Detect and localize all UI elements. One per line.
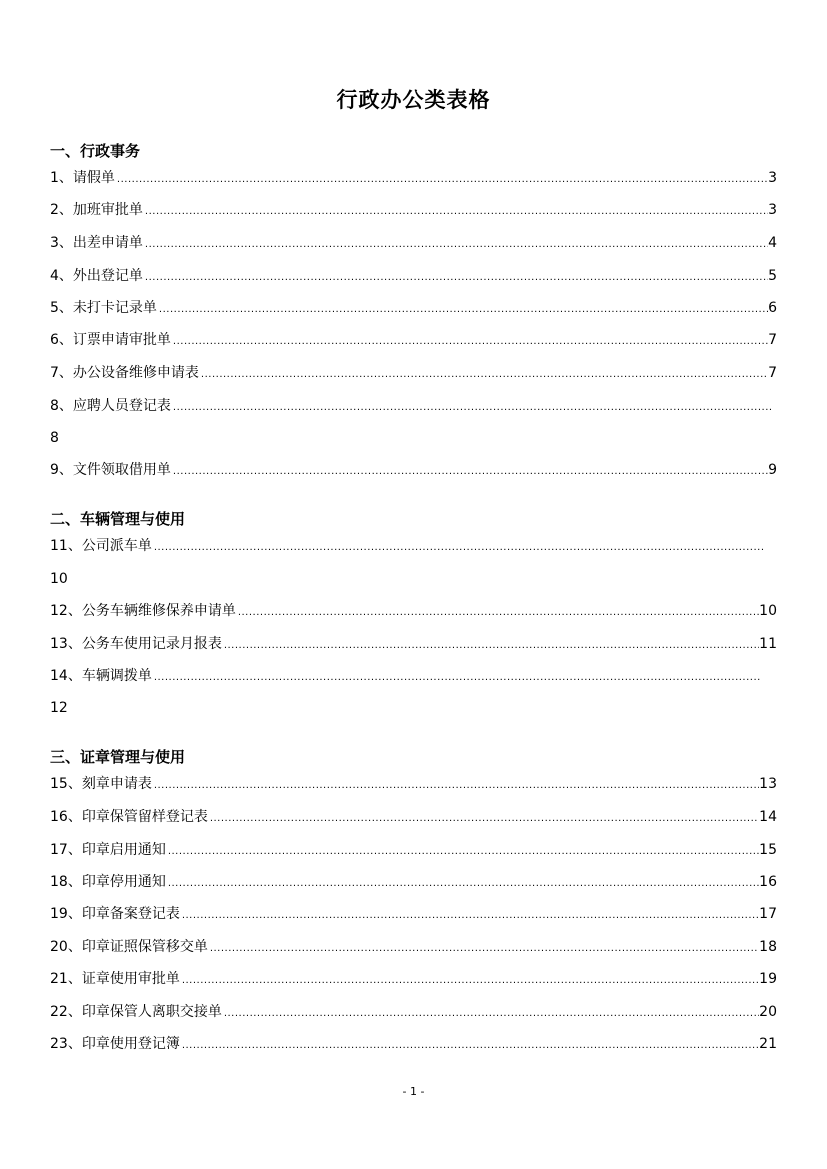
toc-entry-seal-filing[interactable] — [50, 904, 777, 924]
toc-entry-seal-activation[interactable] — [50, 840, 777, 860]
toc-entry-page: 18 — [759, 939, 777, 955]
toc-entry-page: 15 — [759, 842, 777, 858]
toc-entry-number: 14、 — [50, 668, 82, 684]
toc-entry-page: 10 — [759, 603, 777, 619]
toc-entry-page: 8 — [50, 430, 59, 446]
page-title: 行政办公类表格 — [336, 88, 491, 112]
section-heading-administration: 一、行政事务 — [50, 142, 141, 160]
toc-entry-seal-engraving[interactable] — [50, 774, 777, 794]
dot-leader — [173, 332, 768, 352]
toc-entry-label: 公务车辆维修保养申请单 — [81, 603, 236, 619]
toc-entry-number: 15、 — [50, 776, 82, 792]
toc-entry-page: 20 — [759, 1004, 777, 1020]
toc-entry-label: 未打卡记录单 — [72, 300, 157, 316]
toc-entry-label: 印章保管人离职交接单 — [81, 1004, 222, 1020]
toc-entry-label: 加班审批单 — [72, 202, 143, 218]
toc-entry-label: 外出登记单 — [72, 268, 143, 284]
toc-entry-page: 11 — [759, 636, 777, 652]
toc-entry-overtime-approval[interactable] — [50, 200, 777, 220]
dot-leader — [224, 636, 759, 656]
toc-entry-number: 9、 — [50, 462, 73, 478]
toc-entry-page: 7 — [768, 365, 777, 381]
toc-entry-label: 刻章申请表 — [81, 776, 152, 792]
toc-entry-seal-use-log[interactable] — [50, 1034, 777, 1054]
toc-entry-label: 办公设备维修申请表 — [72, 365, 199, 381]
toc-entry-page: 14 — [759, 809, 777, 825]
toc-entry-business-trip[interactable] — [50, 233, 777, 253]
page-number: - 1 - — [402, 1085, 425, 1098]
toc-entry-leave-form[interactable] — [50, 168, 777, 188]
toc-entry-number: 20、 — [50, 939, 82, 955]
dot-leader — [145, 268, 768, 288]
toc-entry-car-dispatch[interactable] — [50, 536, 765, 556]
toc-entry-number: 7、 — [50, 365, 73, 381]
toc-entry-page: 3 — [768, 170, 777, 186]
toc-entry-seal-deactivation[interactable] — [50, 872, 777, 892]
dot-leader — [224, 1004, 759, 1024]
dot-leader — [210, 809, 759, 829]
toc-entry-label: 印章启用通知 — [81, 842, 166, 858]
dot-leader — [145, 235, 768, 255]
toc-entry-label: 出差申请单 — [72, 235, 143, 251]
dot-leader — [168, 842, 759, 862]
toc-entry-page: 3 — [768, 202, 777, 218]
toc-entry-seal-use-approval[interactable] — [50, 969, 777, 989]
dot-leader — [182, 971, 759, 991]
toc-entry-seal-sample-register[interactable] — [50, 807, 777, 827]
toc-entry-number: 8、 — [50, 398, 73, 414]
toc-entry-number: 17、 — [50, 842, 82, 858]
toc-entry-vehicle-maintenance[interactable] — [50, 601, 777, 621]
toc-entry-page: 21 — [759, 1036, 777, 1052]
toc-entry-vehicle-transfer[interactable] — [50, 666, 761, 686]
toc-entry-page: 5 — [768, 268, 777, 284]
toc-entry-label: 车辆调拨单 — [81, 668, 152, 684]
toc-entry-document-borrowing[interactable] — [50, 460, 777, 480]
toc-entry-label: 印章证照保管移交单 — [81, 939, 208, 955]
toc-entry-applicant-register[interactable] — [50, 396, 773, 416]
dot-leader — [159, 300, 768, 320]
toc-entry-missed-punch[interactable] — [50, 298, 777, 318]
toc-entry-page: 13 — [759, 776, 777, 792]
toc-entry-number: 1、 — [50, 170, 73, 186]
toc-entry-page: 10 — [50, 571, 68, 587]
toc-entry-seal-handover[interactable] — [50, 937, 777, 957]
toc-entry-vehicle-monthly-report[interactable] — [50, 634, 777, 654]
dot-leader — [117, 170, 768, 190]
dot-leader — [210, 939, 759, 959]
toc-entry-page: 4 — [768, 235, 777, 251]
toc-entry-number: 4、 — [50, 268, 73, 284]
toc-entry-label: 应聘人员登记表 — [72, 398, 171, 414]
dot-leader — [173, 462, 768, 482]
toc-entry-number: 21、 — [50, 971, 82, 987]
toc-entry-label: 印章保管留样登记表 — [81, 809, 208, 825]
toc-entry-label: 公司派车单 — [81, 538, 152, 554]
toc-entry-number: 2、 — [50, 202, 73, 218]
dot-leader — [154, 668, 761, 688]
toc-entry-label: 请假单 — [72, 170, 115, 186]
dot-leader — [154, 776, 759, 796]
toc-entry-number: 16、 — [50, 809, 82, 825]
toc-entry-page: 12 — [50, 700, 68, 716]
toc-entry-number: 6、 — [50, 332, 73, 348]
toc-entry-number: 18、 — [50, 874, 82, 890]
section-heading-seals: 三、证章管理与使用 — [50, 748, 186, 766]
toc-entry-page: 16 — [759, 874, 777, 890]
toc-entry-label: 印章备案登记表 — [81, 906, 180, 922]
toc-entry-page: 17 — [759, 906, 777, 922]
toc-entry-number: 5、 — [50, 300, 73, 316]
toc-entry-page: 19 — [759, 971, 777, 987]
toc-entry-page: 9 — [768, 462, 777, 478]
toc-entry-label: 证章使用审批单 — [81, 971, 180, 987]
toc-entry-seal-keeper-resignation[interactable] — [50, 1002, 777, 1022]
toc-entry-number: 19、 — [50, 906, 82, 922]
toc-entry-number: 13、 — [50, 636, 82, 652]
toc-entry-label: 印章停用通知 — [81, 874, 166, 890]
toc-entry-label: 文件领取借用单 — [72, 462, 171, 478]
toc-entry-outing-register[interactable] — [50, 266, 777, 286]
section-heading-vehicles: 二、车辆管理与使用 — [50, 510, 186, 528]
toc-entry-page: 6 — [768, 300, 777, 316]
toc-entry-number: 11、 — [50, 538, 82, 554]
toc-entry-number: 3、 — [50, 235, 73, 251]
toc-entry-number: 23、 — [50, 1036, 82, 1052]
dot-leader — [201, 365, 768, 385]
dot-leader — [168, 874, 759, 894]
dot-leader — [182, 906, 759, 926]
dot-leader — [182, 1036, 759, 1056]
toc-entry-page: 7 — [768, 332, 777, 348]
toc-entry-equipment-repair[interactable] — [50, 363, 777, 383]
dot-leader — [173, 398, 773, 418]
dot-leader — [154, 538, 765, 558]
toc-entry-number: 12、 — [50, 603, 82, 619]
toc-entry-label: 订票申请审批单 — [72, 332, 171, 348]
toc-entry-label: 印章使用登记簿 — [81, 1036, 180, 1052]
toc-entry-ticket-request[interactable] — [50, 330, 777, 350]
dot-leader — [145, 202, 768, 222]
toc-entry-label: 公务车使用记录月报表 — [81, 636, 222, 652]
dot-leader — [238, 603, 759, 623]
toc-entry-number: 22、 — [50, 1004, 82, 1020]
